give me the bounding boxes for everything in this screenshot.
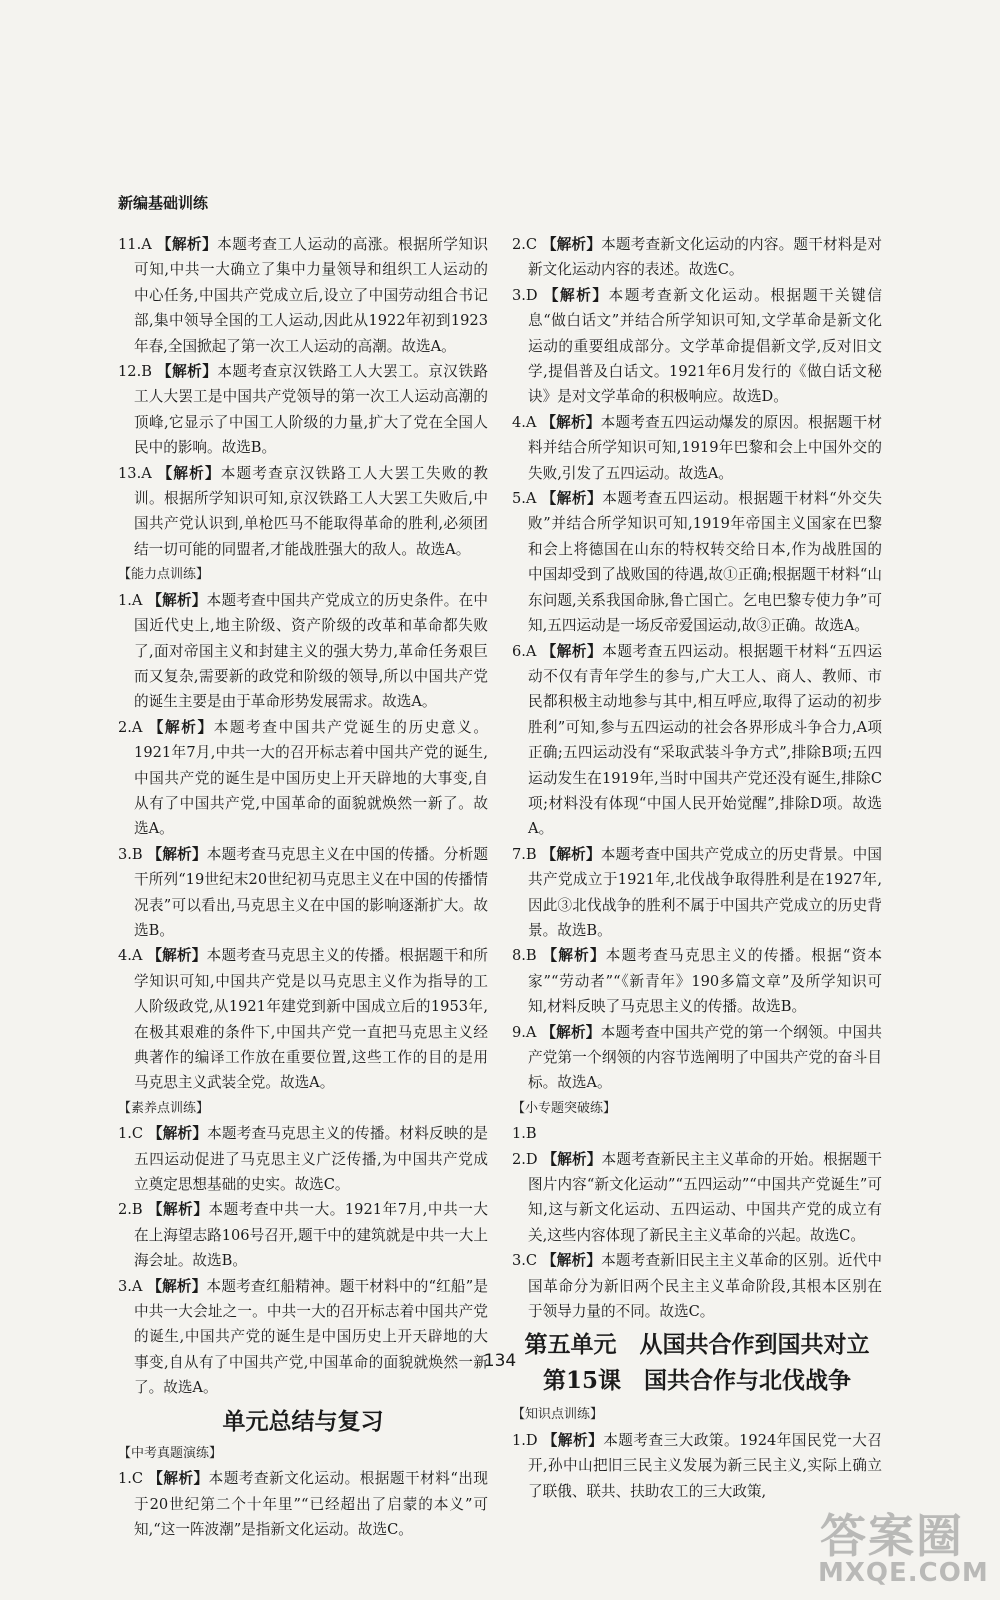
answer-item <box>118 1121 488 1197</box>
answer-item <box>118 461 488 563</box>
answers-group-a <box>118 232 488 562</box>
analysis-tag: 【解析】 <box>541 1023 601 1041</box>
left-column <box>118 232 488 1542</box>
answer-text: 本题考查新文化运动的内容。题干材料是对新文化运动内容的表述。故选C。 <box>528 236 882 279</box>
answer-item <box>512 1147 882 1249</box>
answers-group-b <box>512 1121 882 1324</box>
answer-text: 本题考查马克思主义的传播。材料反映的是五四运动促进了马克思主义广泛传播,为中国共产党成立奠定思想基础的史实。故选C。 <box>134 1125 488 1194</box>
answer-number: 1.C <box>118 1125 144 1143</box>
analysis-tag: 【解析】 <box>147 591 207 609</box>
answer-item <box>512 283 882 410</box>
analysis-tag: 【解析】 <box>148 1470 209 1488</box>
analysis-tag: 【解析】 <box>147 1201 209 1219</box>
section-label-topic: 【小专题突破练】 <box>512 1100 617 1116</box>
answer-number: 3.D <box>512 286 538 304</box>
analysis-tag: 【解析】 <box>542 947 606 965</box>
answer-item <box>118 715 488 842</box>
answer-item <box>118 1197 488 1273</box>
analysis-tag: 【解析】 <box>541 845 601 863</box>
answer-item <box>512 1248 882 1324</box>
answer-text: 本题考查中共一大。1921年7月,中共一大在上海望志路106号召开,题干中的建筑就是中共一大上海会址。故选B。 <box>134 1201 488 1270</box>
answer-text: 本题考查新文化运动。根据题干材料“出现于20世纪第二个十年里”“已经超出了启蒙的本义”可知,“这一阵波潮”是指新文化运动。故选C。 <box>134 1470 488 1538</box>
answer-number: 5.A <box>512 490 537 508</box>
answer-number: 2.B <box>118 1201 143 1219</box>
section-label-exam: 【中考真题演练】 <box>118 1445 223 1461</box>
answer-number: 4.A <box>118 947 143 965</box>
answer-number: 1.A <box>118 591 143 609</box>
answer-text: 本题考查中国共产党成立的历史条件。在中国近代史上,地主阶级、资产阶级的改革和革命都失败了,面对帝国主义和封建主义的强大势力,革命任务艰巨而又复杂,需要新的政党和阶级的领导,所以中国共产党的诞生主要是由于革命形势发展需求。故选A。 <box>134 591 488 711</box>
answer-item <box>512 486 882 638</box>
answer-number: 11.A <box>118 236 152 253</box>
analysis-tag: 【解析】 <box>543 286 609 304</box>
book-header: 新编基础训练 <box>118 194 209 212</box>
analysis-tag: 【解析】 <box>541 236 602 253</box>
answer-item <box>512 639 882 842</box>
answer-item <box>512 842 882 944</box>
answer-text: 本题考查马克思主义的传播。根据题干和所学知识可知,中国共产党是以马克思主义作为指导的工人阶级政党,从1921年建党到新中国成立后的1953年,在极其艰难的条件下,中国共产党一直把马克思主义经典著作的编译工作放在重要位置,这些工作的目的是用马克思主义武装全党。故选A。 <box>134 947 488 1092</box>
answer-item <box>512 232 882 283</box>
answer-text: 本题考查三大政策。1924年国民党一大召开,孙中山把旧三民主义发展为新三民主义,实际上确立了联俄、联共、扶助农工的三大政策, <box>528 1431 882 1500</box>
answer-text: 本题考查中国共产党诞生的历史意义。1921年7月,中共一大的召开标志着中国共产党的诞生,中国共产党的诞生是中国历史上开天辟地的大事变,自从有了中国共产党,中国革命的面貌就焕然一新了。故选A。 <box>134 718 488 838</box>
analysis-tag: 【解析】 <box>541 490 603 508</box>
answer-number: 1.D <box>512 1431 538 1449</box>
analysis-tag: 【解析】 <box>157 363 218 381</box>
analysis-tag: 【解析】 <box>542 1431 604 1449</box>
answer-text: 本题考查工人运动的高涨。根据所学知识可知,中共一大确立了集中力量领导和组织工人运动的中心任务,中国共产党成立后,设立了中国劳动组合书记部,集中领导全国的工人运动,因此从1922年初到1923年春,全国掀起了第一次工人运动的高潮。故选A。 <box>134 236 488 355</box>
answers-group-c <box>512 1428 882 1504</box>
site-watermark-logo <box>812 1500 989 1592</box>
answers-group-d <box>118 1466 488 1542</box>
answers-group-b <box>118 588 488 1096</box>
answer-text: 本题考查京汉铁路工人大罢工。京汉铁路工人大罢工是中国共产党领导的第一次工人运动高潮的顶峰,它显示了中国工人阶级的力量,扩大了党在全国人民中的影响。故选B。 <box>134 363 488 457</box>
answer-number: 8.B <box>512 947 537 965</box>
analysis-tag: 【解析】 <box>541 413 601 431</box>
answer-text: 本题考查新民主主义革命的开始。根据题干图片内容“新文化运动”“五四运动”“中国共产党诞生”可知,这与新文化运动、五四运动、中国共产党的成立有关,这些内容体现了新民主主义革命的兴起。故选C。 <box>528 1150 882 1244</box>
answer-number: 2.D <box>512 1150 538 1168</box>
answer-item <box>118 359 488 461</box>
analysis-tag: 【解析】 <box>147 1277 207 1295</box>
answer-item <box>118 1274 488 1401</box>
analysis-tag: 【解析】 <box>542 1150 602 1168</box>
watermark-text-top: 答案圈 <box>820 1509 964 1563</box>
answer-text: 本题考查马克思主义在中国的传播。分析题干所列“19世纪末20世纪初马克思主义在中国的传播情况表”可以看出,马克思主义在中国的影响逐渐扩大。故选B。 <box>134 845 488 939</box>
answer-item <box>512 410 882 486</box>
answer-number: 2.A <box>118 718 143 736</box>
answer-text: 本题考查马克思主义的传播。根据“资本家”“劳动者”“《新青年》190多篇文章”及所学知识可知,材料反映了马克思主义的传播。故选B。 <box>528 947 882 1016</box>
analysis-tag: 【解析】 <box>156 236 218 253</box>
answer-item <box>118 232 488 359</box>
analysis-tag: 【解析】 <box>148 718 214 736</box>
analysis-tag: 【解析】 <box>147 845 207 863</box>
answer-number: 4.A <box>512 413 537 431</box>
unit-summary-heading: 单元总结与复习 <box>222 1407 384 1435</box>
answer-number: 1.B <box>512 1125 537 1143</box>
answer-item <box>118 1466 488 1542</box>
lesson-title-heading: 第15课 国共合作与北伐战争 <box>542 1367 851 1395</box>
analysis-tag: 【解析】 <box>541 1252 602 1270</box>
answer-text: 本题考查五四运动。根据题干材料“外交失败”并结合所学知识可知,1919年帝国主义国家在巴黎和会上将德国在山东的特权转交给日本,作为战胜国的中国却受到了战败国的待遇,故①正确;根据题干材料“山东问题,关系我国命脉,鲁亡国亡。乞电巴黎专使力争”可知,五四运动是一场反帝爱国运动,故③正确。故选A。 <box>528 490 882 635</box>
answer-number: 2.C <box>512 236 538 253</box>
answer-item <box>118 588 488 715</box>
answer-item <box>512 1020 882 1096</box>
answer-text: 本题考查五四运动。根据题干材料“五四运动不仅有青年学生的参与,广大工人、商人、教师、市民都积极主动地参与其中,相互呼应,取得了运动的初步胜利”可知,参与五四运动的社会各界形成斗争合力,A项正确;五四运动没有“采取武装斗争方式”,排除B项;五四运动发生在1919年,当时中国共产党还没有诞生,排除C项;材料没有体现“中国人民开始觉醒”,排除D项。故选A。 <box>528 642 882 838</box>
answer-item <box>512 1428 882 1504</box>
analysis-tag: 【解析】 <box>147 1125 208 1143</box>
answers-group-a <box>512 232 882 1096</box>
analysis-tag: 【解析】 <box>541 642 603 660</box>
answer-text: 本题考查京汉铁路工人大罢工失败的教训。根据所学知识可知,京汉铁路工人大罢工失败后,中国共产党认识到,单枪匹马不能取得革命的胜利,必须团结一切可能的同盟者,才能战胜强大的敌人。故选A。 <box>134 464 488 558</box>
answer-number: 12.B <box>118 363 152 381</box>
answer-item <box>118 842 488 944</box>
answer-number: 3.B <box>118 845 143 863</box>
right-column <box>512 232 882 1504</box>
answer-text: 本题考查中国共产党成立的历史背景。中国共产党成立于1921年,北伐战争取得胜利是在1927年,因此③北伐战争的胜利不属于中国共产党成立的历史背景。故选B。 <box>528 845 882 939</box>
analysis-tag: 【解析】 <box>157 464 221 482</box>
answer-text: 本题考查五四运动爆发的原因。根据题干材料并结合所学知识可知,1919年巴黎和会上中国外交的失败,引发了五四运动。故选A。 <box>528 413 882 482</box>
answer-text: 本题考查新旧民主主义革命的区别。近代中国革命分为新旧两个民主主义革命阶段,其根本区别在于领导力量的不同。故选C。 <box>528 1252 882 1321</box>
section-label-literacy: 【素养点训练】 <box>118 1100 210 1116</box>
answer-number: 3.A <box>118 1277 143 1295</box>
answer-item <box>512 1121 882 1146</box>
answer-item <box>512 943 882 1019</box>
page-number: 134 <box>483 1351 517 1371</box>
answer-number: 3.C <box>512 1252 538 1270</box>
answer-number: 1.C <box>118 1470 144 1488</box>
answer-number: 9.A <box>512 1023 537 1041</box>
answer-number: 6.A <box>512 642 537 660</box>
answer-text: 本题考查新文化运动。根据题干关键信息“做白话文”并结合所学知识可知,文学革命是新文化运动的重要组成部分。文学革命提倡新文学,反对旧文学,提倡普及白话文。1921年6月发行的《做白话文秘诀》是对文学革命的积极响应。故选D。 <box>528 286 882 406</box>
answer-number: 7.B <box>512 845 537 863</box>
unit-title-heading: 第五单元 从国共合作到国共对立 <box>524 1331 870 1359</box>
section-label-ability: 【能力点训练】 <box>118 567 210 583</box>
analysis-tag: 【解析】 <box>147 947 207 965</box>
watermark-text-bottom: MXQE.COM <box>818 1558 989 1588</box>
answer-text: 本题考查中国共产党的第一个纲领。中国共产党第一个纲领的内容节选阐明了中国共产党的奋斗目标。故选A。 <box>528 1023 882 1092</box>
answer-item <box>118 943 488 1095</box>
answer-number: 13.A <box>118 464 152 482</box>
section-label-knowledge: 【知识点训练】 <box>512 1407 604 1423</box>
answer-text: 本题考查红船精神。题干材料中的“红船”是中共一大会址之一。中共一大的召开标志着中国共产党的诞生,中国共产党的诞生是中国历史上开天辟地的大事变,自从有了中国共产党,中国革命的面貌就焕然一新了。故选A。 <box>134 1277 488 1397</box>
